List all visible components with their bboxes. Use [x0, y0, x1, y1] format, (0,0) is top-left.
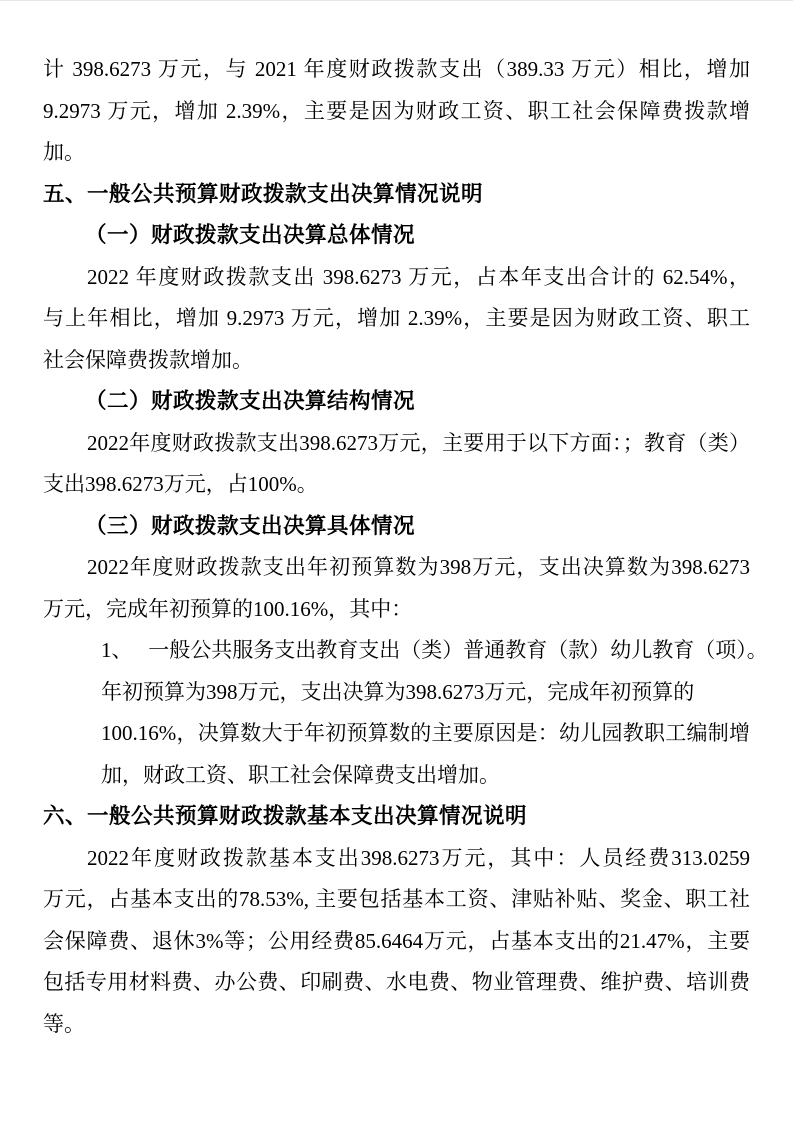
- text-line: 与上年相比，增加 9.2973 万元，增加 2.39%，主要是因为财政工资、职工: [43, 306, 750, 330]
- text-line: 支出398.6273万元，占100%。: [43, 472, 318, 496]
- text-line: 万元，占基本支出的78.53%, 主要包括基本工资、津贴补贴、奖金、职工社: [43, 887, 750, 911]
- heading-text: （一）财政拨款支出决算总体情况: [85, 223, 416, 247]
- text-line: 2022年度财政拨款基本支出398.6273万元，其中：人员经费313.0259: [87, 845, 750, 870]
- text-line: 加，财政工资、职工社会保障费支出增加。: [101, 762, 500, 787]
- text-line: 包括专用材料费、办公费、印刷费、水电费、物业管理费、维护费、培训费: [43, 970, 750, 994]
- heading-text: 六、一般公共预算财政拨款基本支出决算情况说明: [43, 804, 528, 828]
- heading-text: 五、一般公共预算财政拨款支出决算情况说明: [43, 181, 484, 206]
- text-line: 9.2973 万元，增加 2.39%，主要是因为财政工资、职工社会保障费拨款增: [43, 98, 750, 123]
- text-line: 等。: [43, 1011, 85, 1036]
- text-line: 2022年度财政拨款支出年初预算数为398万元，支出决算数为398.6273: [87, 555, 750, 579]
- subsection-5-2-heading: [43, 381, 750, 423]
- subsection-5-1-paragraph: [43, 257, 750, 382]
- subsection-5-3-heading: [43, 506, 750, 548]
- text-line: 2022 年度财政拨款支出 398.6273 万元，占本年支出合计的 62.54%，: [87, 264, 750, 289]
- subsection-5-3-paragraph: [43, 547, 750, 630]
- heading-text: （三）财政拨款支出决算具体情况: [85, 513, 416, 538]
- text-line: 加。: [43, 140, 85, 164]
- document-body: [43, 49, 768, 1045]
- text-line: 100.16%，决算数大于年初预算数的主要原因是：幼儿园教职工编制增: [101, 721, 750, 745]
- continuation-paragraph: [43, 49, 750, 174]
- subsection-5-2-paragraph: [43, 423, 750, 506]
- heading-text: （二）财政拨款支出决算结构情况: [85, 389, 416, 413]
- text-line: 2022年度财政拨款支出398.6273万元，主要用于以下方面：；教育（类）: [87, 430, 750, 455]
- section-6-paragraph: [43, 838, 750, 1046]
- text-line: 1、 一般公共服务支出教育支出（类）普通教育（款）幼儿教育（项）。: [101, 638, 768, 662]
- numbered-item-1-paragraph: [43, 630, 768, 796]
- section-6-heading: [43, 796, 750, 838]
- text-line: 社会保障费拨款增加。: [43, 347, 253, 372]
- section-5-heading: [43, 174, 750, 216]
- text-line: 万元，完成年初预算的100.16%，其中：: [43, 596, 413, 621]
- subsection-5-1-heading: [43, 215, 750, 257]
- text-line: 会保障费、退休3%等；公用经费85.6464万元，占基本支出的21.47%，主要: [43, 928, 750, 953]
- text-line: 计 398.6273 万元，与 2021 年度财政拨款支出（389.33 万元）相比，增加: [43, 57, 750, 81]
- text-line: 年初预算为398万元，支出决算为398.6273万元，完成年初预算的: [101, 679, 695, 704]
